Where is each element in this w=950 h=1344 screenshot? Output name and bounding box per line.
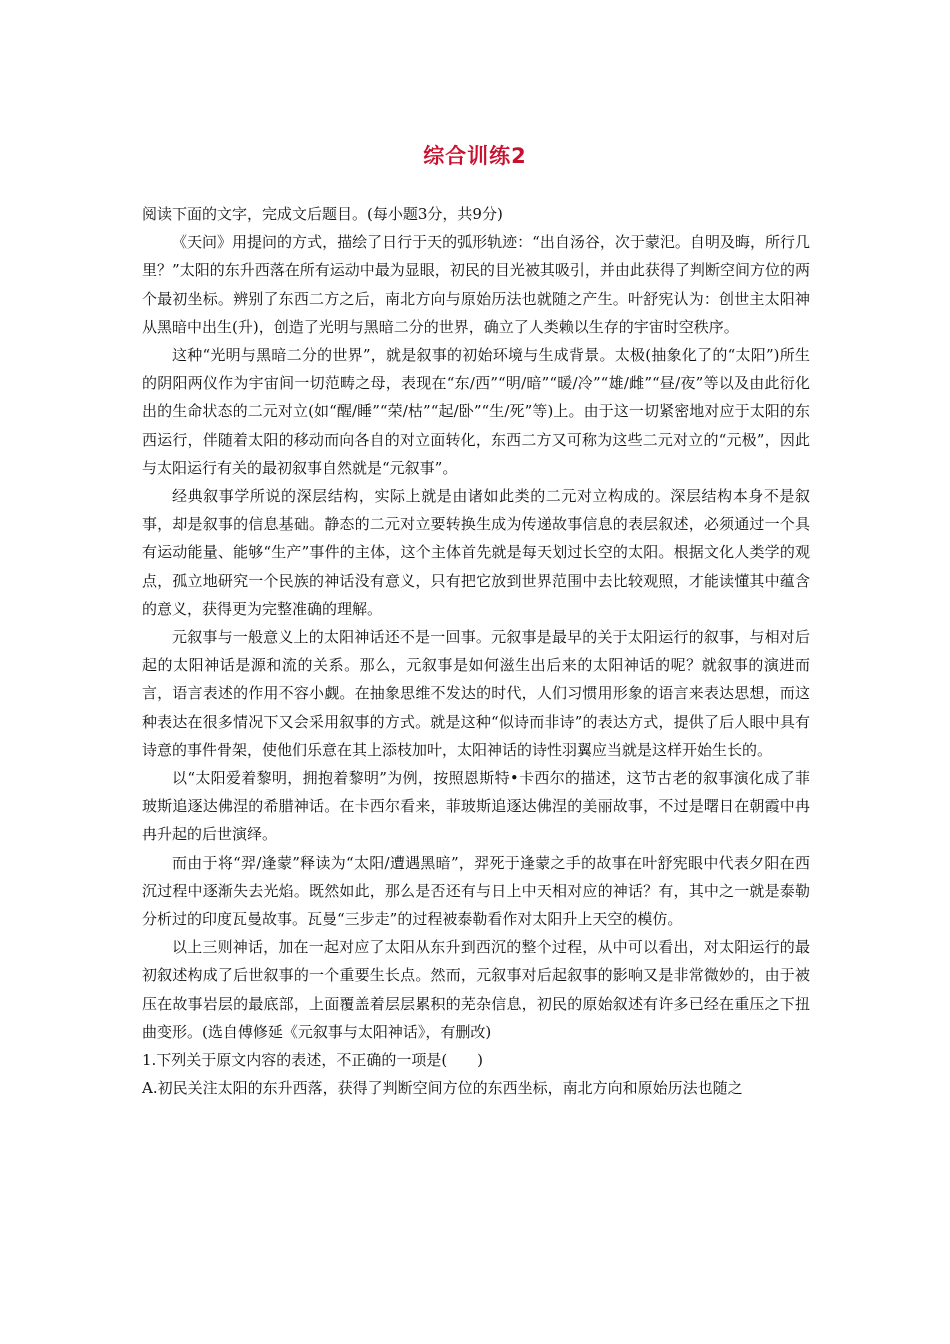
paragraph-5: 以“太阳爱着黎明，拥抱着黎明”为例，按照恩斯特•卡西尔的描述，这节古老的叙事演化成了菲玻斯追逐达佛涅的希腊神话。在卡西尔看来，菲玻斯追逐达佛涅的美丽故事，不过是曙日在朝霞中冉冉升起的后世演绎。 [142, 769, 810, 844]
paragraph-6: 而由于将“羿/逢蒙”释读为“太阳/遭遇黑暗”，羿死于逢蒙之手的故事在叶舒宪眼中代表夕阳在西沉过程中逐渐失去光焰。既然如此，那么是否还有与日上中天相对应的神话？有，其中之一就是泰勒分析过的印度瓦曼故事。瓦曼“三步走”的过程被泰勒看作对太阳升上天空的模仿。 [142, 853, 810, 929]
document-body [142, 200, 810, 1103]
paragraph-7: 以上三则神话，加在一起对应了太阳从东升到西沉的整个过程，从中可以看出，对太阳运行的最初叙述构成了后世叙事的一个重要生长点。然而，元叙事对后起叙事的影响又是非常微妙的，由于被压在故事岩层的最底部，上面覆盖着层层累积的芜杂信息，初民的原始叙述有许多已经在重压之下扭曲变形。(选自傅修延《元叙事与太阳神话》，有删改) [142, 938, 810, 1041]
paragraph-3: 经典叙事学所说的深层结构，实际上就是由诸如此类的二元对立构成的。深层结构本身不是叙事，却是叙事的信息基础。静态的二元对立要转换生成为传递故事信息的表层叙述，必须通过一个具有运动能量、能够“生产”事件的主体，这个主体首先就是每天划过长空的太阳。根据文化人类学的观点，孤立地研究一个民族的神话没有意义，只有把它放到世界范围中去比较观照，才能读懂其中蕴含的意义，获得更为完整准确的理解。 [142, 487, 810, 618]
paragraph-1: 《天问》用提问的方式，描绘了日行于天的弧形轨迹：“出自汤谷，次于蒙汜。自明及晦，所行几里？”太阳的东升西落在所有运动中最为显眼，初民的目光被其吸引，并由此获得了判断空间方位的两个最初坐标。辨别了东西二方之后，南北方向与原始历法也就随之产生。叶舒宪认为：创世主太阳神从黑暗中出生(升)，创造了光明与黑暗二分的世界，确立了人类赖以生存的宇宙时空秩序。 [142, 233, 810, 336]
page-title: 综合训练2 [423, 144, 527, 168]
instruction-text: 阅读下面的文字，完成文后题目。(每小题3分，共9分) [142, 205, 503, 223]
paragraph-2: 这种“光明与黑暗二分的世界”，就是叙事的初始环境与生成背景。太极(抽象化了的“太阳”)所生的阴阳两仪作为宇宙间一切范畴之母，表现在“东/西”“明/暗”“暖/冷”“雄/雌”“昼/夜”等以及由此衍化出的生命状态的二元对立(如“醒/睡”“荣/枯”“起/卧”“生/死”等)上。由于这一切紧密地对应于太阳的东西运行，伴随着太阳的移动而向各自的对立面转化，东西二方又可称为这些二元对立的“元极”，因此与太阳运行有关的最初叙事自然就是“元叙事”。 [142, 346, 810, 477]
paragraph-4: 元叙事与一般意义上的太阳神话还不是一回事。元叙事是最早的关于太阳运行的叙事，与相对后起的太阳神话是源和流的关系。那么，元叙事是如何滋生出后来的太阳神话的呢？就叙事的演进而言，语言表述的作用不容小觑。在抽象思维不发达的时代，人们习惯用形象的语言来表达思想，而这种表达在很多情况下又会采用叙事的方式。就是这种“似诗而非诗”的表达方式，提供了后人眼中具有诗意的事件骨架，使他们乐意在其上添枝加叶，太阳神话的诗性羽翼应当就是这样开始生长的。 [142, 628, 810, 759]
question-1-option-a: A.初民关注太阳的东升西落，获得了判断空间方位的东西坐标，南北方向和原始历法也随之 [142, 1079, 743, 1098]
question-1: 1.下列关于原文内容的表述，不正确的一项是( ) [142, 1051, 484, 1070]
